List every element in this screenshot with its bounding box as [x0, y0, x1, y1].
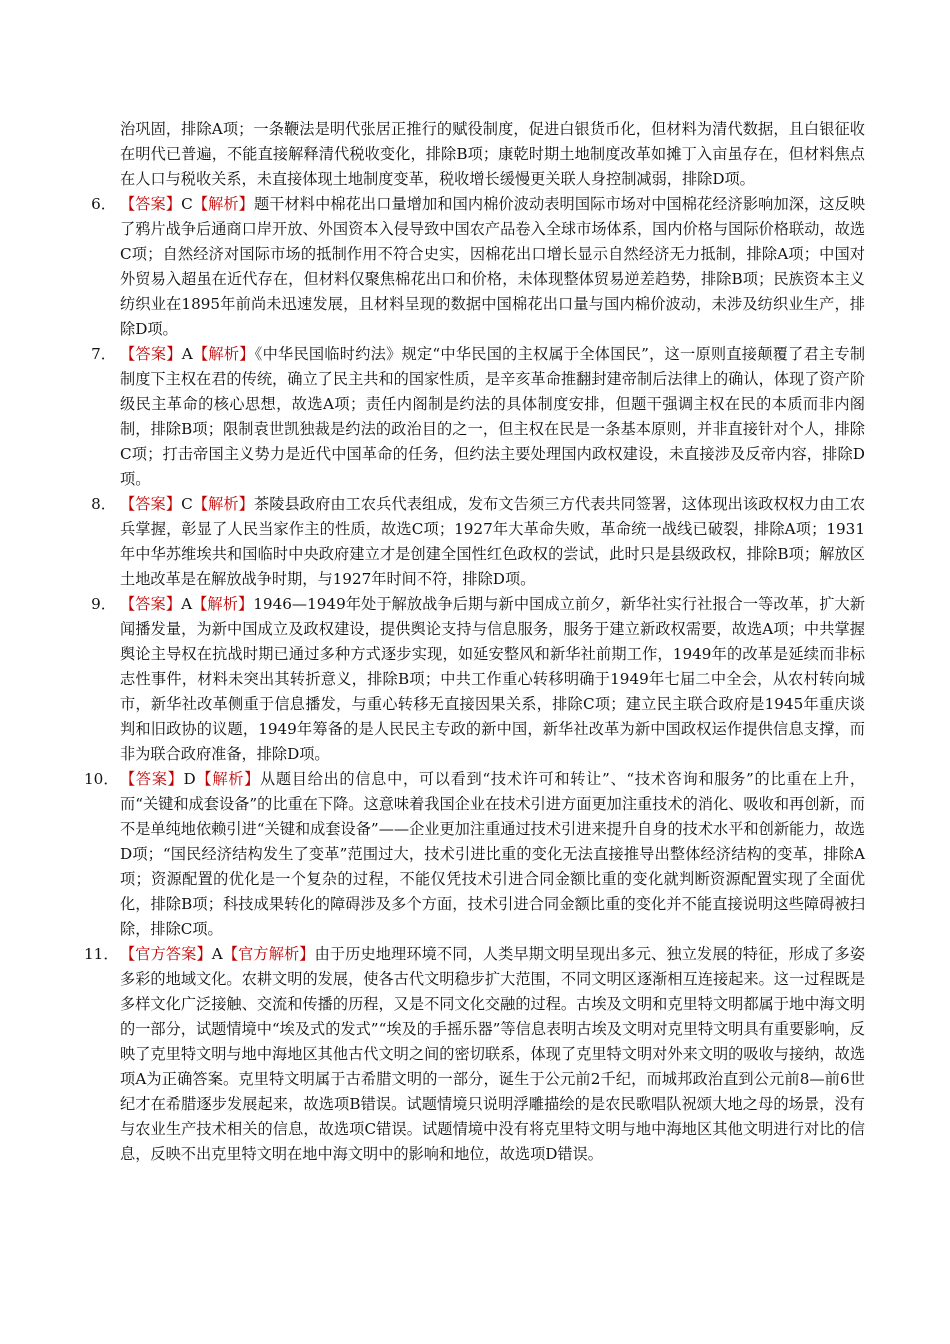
- analysis-text: 《中华民国临时约法》规定“中华民国的主权属于全体国民”，这一原则直接颠覆了君主专制制度下主权在君的传统，确立了民主共和的国家性质，是辛亥革命推翻封建帝制后法律上的确认，体现了资产阶级民主革命的核心思想，故选A项；责任内阁制是约法的具体制度安排，但题干强调主权在民的本质而非内阁制，排除B项；限制袁世凯独裁是约法的政治目的之一，但主权在民是一条基本原则，并非直接针对个人，排除C项；打击帝国主义势力是近代中国革命的任务，但约法主要处理国内政权建设，未直接涉及反帝内容，排除D项。: [120, 345, 866, 488]
- analysis-tag: 【解析】: [195, 770, 260, 788]
- official-analysis-tag: 【官方解析】: [222, 945, 315, 963]
- answer-tag: 【答案】: [120, 495, 182, 513]
- question-number: 7．: [91, 345, 116, 363]
- question-9: [91, 592, 866, 767]
- answer-tag: 【答案】: [120, 195, 182, 213]
- question-number: 10．: [84, 770, 119, 788]
- question-number: 8．: [91, 495, 116, 513]
- answer-explanations: [84, 117, 866, 1167]
- question-10: [84, 767, 866, 942]
- answer-letter: C: [181, 495, 193, 513]
- answer-letter: A: [181, 595, 193, 613]
- analysis-tag: 【解析】: [192, 495, 254, 513]
- answer-letter: D: [183, 770, 196, 788]
- analysis-text: 题干材料中棉花出口量增加和国内棉价波动表明国际市场对中国棉花经济影响加深，这反映了鸦片战争后通商口岸开放、外国资本入侵导致中国农产品卷入全球市场体系，国内价格与国际价格联动，故选C项；自然经济对国际市场的抵制作用不符合史实，因棉花出口增长显示自然经济无力抵制，排除A项；中国对外贸易入超虽在近代存在，但材料仅聚焦棉花出口和价格，未体现整体贸易逆差趋势，排除B项；民族资本主义纺织业在1895年前尚未迅速发展，且材料呈现的数据中国棉花出口量与国内棉价波动，未涉及纺织业生产，排除D项。: [120, 195, 866, 338]
- official-answer-tag: 【官方答案】: [120, 945, 212, 963]
- analysis-text: 1946—1949年处于解放战争后期与新中国成立前夕，新华社实行社报合一等改革，扩大新闻播发量，为新中国成立及政权建设，提供舆论支持与信息服务，服务于建立新政权需要，故选A项；中共掌握舆论主导权在抗战时期已通过多种方式逐步实现，如延安整风和新华社前期工作，1949年的改革是延续而非标志性事件，材料未突出其转折意义，排除B项；中共工作重心转移明确于1949年七届二中全会，从农村转向城市，新华社改革侧重于信息播发，与重心转移无直接因果关系，排除C项；建立民主联合政府是1945年重庆谈判和旧政协的议题，1949年筹备的是人民民主专政的新中国，新华社改革为新中国政权运作提供信息支撑，而非为联合政府准备，排除D项。: [120, 595, 866, 763]
- question-7: [91, 342, 866, 492]
- analysis-tag: 【解析】: [192, 195, 254, 213]
- question-number: 11．: [84, 945, 119, 963]
- analysis-tag: 【解析】: [192, 595, 254, 613]
- answer-letter: A: [211, 945, 223, 963]
- question-6: [91, 192, 866, 342]
- intro-paragraph: 治巩固，排除A项；一条鞭法是明代张居正推行的赋役制度，促进白银货币化，但材料为清代数据，且白银征收在明代已普遍，不能直接解释清代税收变化，排除B项；康乾时期土地制度改革如摊丁入亩虽存在，但材料焦点在人口与税收关系，未直接体现土地制度变革，税收增长缓慢更关联人身控制减弱，排除D项。: [120, 120, 865, 188]
- question-number: 6．: [91, 195, 116, 213]
- answer-tag: 【答案】: [120, 595, 182, 613]
- analysis-text: 从题目给出的信息中，可以看到“技术许可和转让”、“技术咨询和服务”的比重在上升，而“关键和成套设备”的比重在下降。这意味着我国企业在技术引进方面更加注重技术的消化、吸收和再创新，而不是单纯地依赖引进“关键和成套设备”——企业更加注重通过技术引进来提升自身的技术水平和创新能力，故选D项；“国民经济结构发生了变革”范围过大，技术引进比重的变化无法直接推导出整体经济结构的变革，排除A项；资源配置的优化是一个复杂的过程，不能仅凭技术引进合同金额比重的变化就判断资源配置实现了全面优化，排除B项；科技成果转化的障碍涉及多个方面，技术引进合同金额比重的变化并不能直接说明这些障碍被扫除，排除C项。: [120, 770, 866, 938]
- answer-letter: A: [181, 345, 193, 363]
- question-number: 9．: [91, 595, 116, 613]
- answer-tag: 【答案】: [120, 770, 184, 788]
- answer-tag: 【答案】: [120, 345, 182, 363]
- answer-letter: C: [181, 195, 193, 213]
- question-8: [91, 492, 866, 592]
- question-11: [84, 942, 866, 1167]
- analysis-tag: 【解析】: [192, 345, 255, 363]
- analysis-text: 由于历史地理环境不同，人类早期文明呈现出多元、独立发展的特征，形成了多姿多彩的地域文化。农耕文明的发展，使各古代文明稳步扩大范围，不同文明区逐渐相互连接起来。这一过程既是多样文化广泛接触、交流和传播的历程，又是不同文化交融的过程。古埃及文明和克里特文明都属于地中海文明的一部分，试题情境中“埃及式的发式”“埃及的手摇乐器”等信息表明古埃及文明对克里特文明具有重要影响，反映了克里特文明与地中海地区其他古代文明之间的密切联系，体现了克里特文明对外来文明的吸收与接纳，故选项A为正确答案。克里特文明属于古希腊文明的一部分，诞生于公元前2千纪，而城邦政治直到公元前8—前6世纪才在希腊逐步发展起来，故选项B错误。试题情境只说明浮雕描绘的是农民歌唱队祝颂大地之母的场景，没有与农业生产技术相关的信息，故选项C错误。试题情境中没有将克里特文明与地中海地区其他文明进行对比的信息，反映不出克里特文明在地中海文明中的影响和地位，故选项D错误。: [120, 945, 866, 1163]
- analysis-text: 茶陵县政府由工农兵代表组成，发布文告须三方代表共同签署，这体现出该政权权力由工农兵掌握，彰显了人民当家作主的性质，故选C项；1927年大革命失败，革命统一战线已破裂，排除A项；1931年中华苏维埃共和国临时中央政府建立才是创建全国性红色政权的尝试，此时只是县级政权，排除B项；解放区土地改革是在解放战争时期，与1927年时间不符，排除D项。: [120, 495, 866, 588]
